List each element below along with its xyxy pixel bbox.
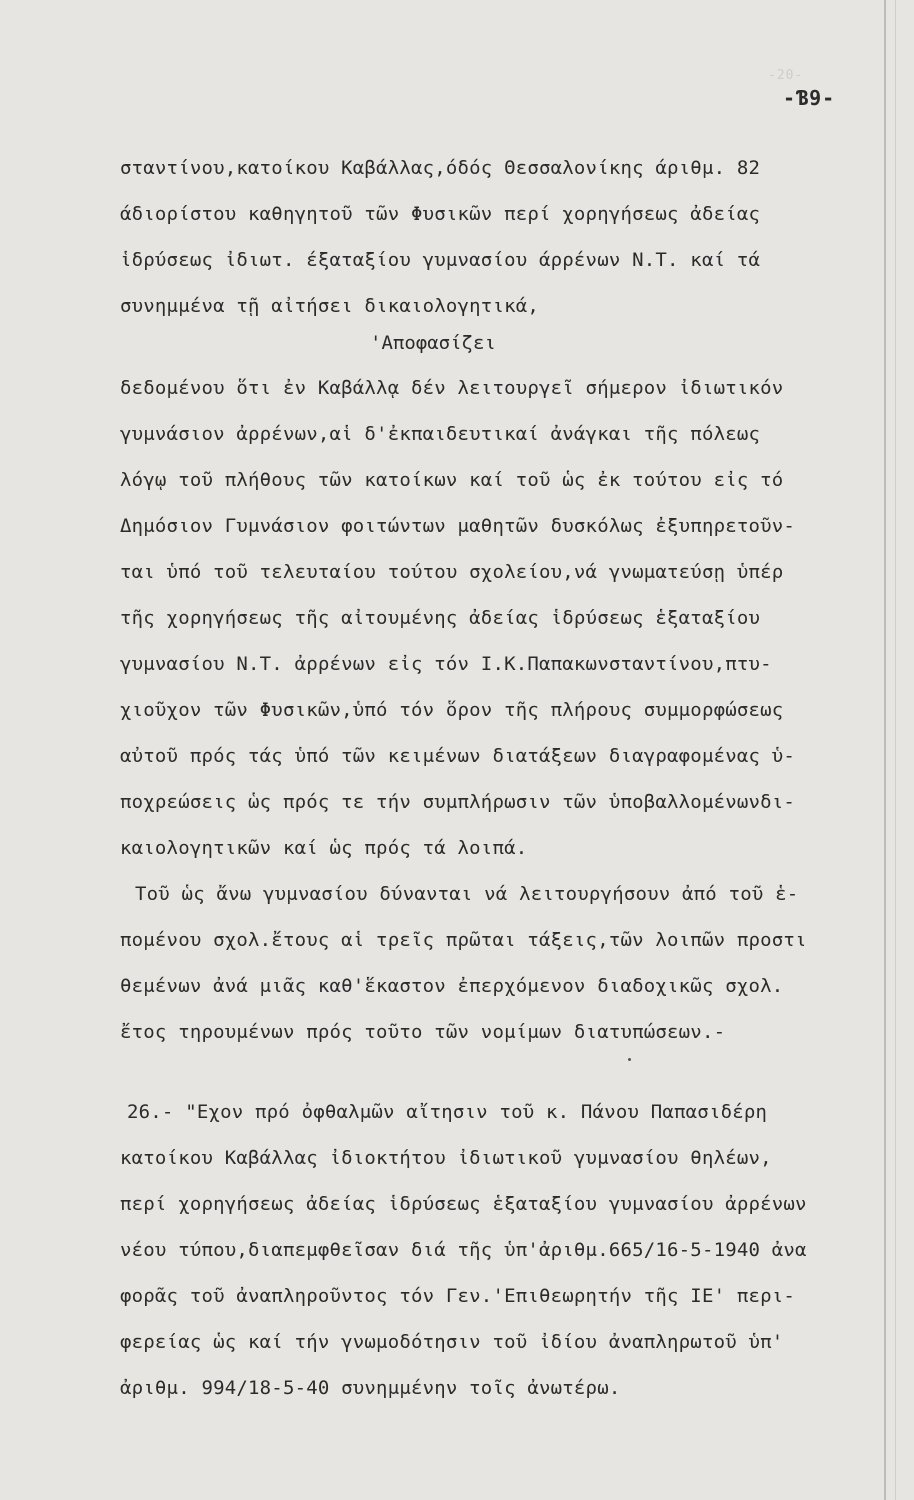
- text-line: φορᾶς τοῦ ἀναπληροῦντος τόν Γεν.'Επιθεωρητήν τῆς ΙΕ' περι-: [120, 1285, 796, 1307]
- text-line: ἱδρύσεως ἰδιωτ. έξαταξίου γυμνασίου άρρένων Ν.Τ. καί τά: [120, 249, 761, 271]
- text-line: ἔτος τηρουμένων πρός τοῦτο τῶν νομίμων διατυπώσεων.-: [120, 1021, 726, 1043]
- text-line: περί χορηγήσεως ἀδείας ἱδρύσεως ἑξαταξίου γυμνασίου ἀρρένων: [120, 1193, 807, 1215]
- text-line: νέου τύπου,διαπεμφθεῖσαν διά τῆς ὑπ'ἀριθμ.665/16-5-1940 ἀνα: [120, 1239, 807, 1261]
- text-line: πομένου σχολ.ἔτους αἱ τρεῖς πρῶται τάξεις,τῶν λοιπῶν προστι: [120, 929, 807, 951]
- text-line: κατοίκου Καβάλλας ἰδιοκτήτου ἰδιωτικοῦ γυμνασίου θηλέων,: [120, 1147, 772, 1169]
- text-line: γυμνάσιον ἀρρένων,αἱ δ'ἐκπαιδευτικαί ἀνάγκαι τῆς πόλεως: [120, 423, 761, 445]
- text-line: Τοῦ ὡς ἄνω γυμνασίου δύνανται νά λειτουργήσουν ἀπό τοῦ ἑ-: [135, 883, 799, 905]
- text-line: άδιορίστου καθηγητοῦ τῶν Φυσικῶν περί χορηγήσεως ἀδείας: [120, 203, 761, 225]
- text-line: χιοῦχον τῶν Φυσικῶν,ὑπό τόν ὅρον τῆς πλήρους συμμορφώσεως: [120, 699, 784, 721]
- text-line: θεμένων ἀνά μιᾶς καθ'ἕκαστον ἐπερχόμενον διαδοχικῶς σχολ.: [120, 975, 784, 997]
- text-line: συνημμένα τῇ αἰτήσει δικαιολογητικά,: [120, 295, 540, 317]
- text-line: αὐτοῦ πρός τάς ὑπό τῶν κειμένων διατάξεων διαγραφομένας ὑ-: [120, 745, 796, 767]
- text-line: τῆς χορηγήσεως τῆς αἰτουμένης ἀδείας ἱδρύσεως ἑξαταξίου: [120, 607, 761, 629]
- text-line: γυμνασίου Ν.Τ. ἀρρένων εἰς τόν Ι.Κ.Παπακωνσταντίνου,πτυ-: [120, 653, 772, 675]
- text-line: καιολογητικῶν καί ὡς πρός τά λοιπά.: [120, 837, 528, 859]
- bleed-through-text: -20-: [768, 68, 804, 83]
- page-number: -Ɓ9-: [783, 86, 836, 110]
- text-line: σταντίνου,κατοίκου Καβάλλας,όδός Θεσσαλονίκης άριθμ. 82: [120, 157, 761, 179]
- decision-heading: 'Αποφασίζει: [370, 332, 496, 354]
- text-line: 26.- "Εχον πρό ὀφθαλμῶν αἴτησιν τοῦ κ. Πάνου Παπασιδέρη: [127, 1101, 768, 1123]
- text-line: δεδομένου ὅτι ἐν Καβάλλᾳ δέν λειτουργεῖ σήμερον ἰδιωτικόν: [120, 377, 784, 399]
- text-line: ἀριθμ. 994/18-5-40 συνημμένην τοῖς ἀνωτέρω.: [120, 1377, 621, 1399]
- text-line: Δημόσιον Γυμνάσιον φοιτώντων μαθητῶν δυσκόλως ἐξυπηρετοῦν-: [120, 515, 796, 537]
- ink-speck: [628, 1058, 631, 1061]
- text-line: ποχρεώσεις ὡς πρός τε τήν συμπλήρωσιν τῶν ὑποβαλλομένωνδι-: [120, 791, 796, 813]
- text-line: λόγῳ τοῦ πλήθους τῶν κατοίκων καί τοῦ ὡς ἐκ τούτου εἰς τό: [120, 469, 784, 491]
- text-line: φερείας ὡς καί τήν γνωμοδότησιν τοῦ ἰδίου ἀναπληρωτοῦ ὑπ': [120, 1331, 784, 1353]
- text-line: ται ὑπό τοῦ τελευταίου τούτου σχολείου,νά γνωματεύσῃ ὑπέρ: [120, 561, 784, 583]
- page-edge-line-secondary: [895, 0, 896, 1500]
- page-edge-line: [884, 0, 886, 1500]
